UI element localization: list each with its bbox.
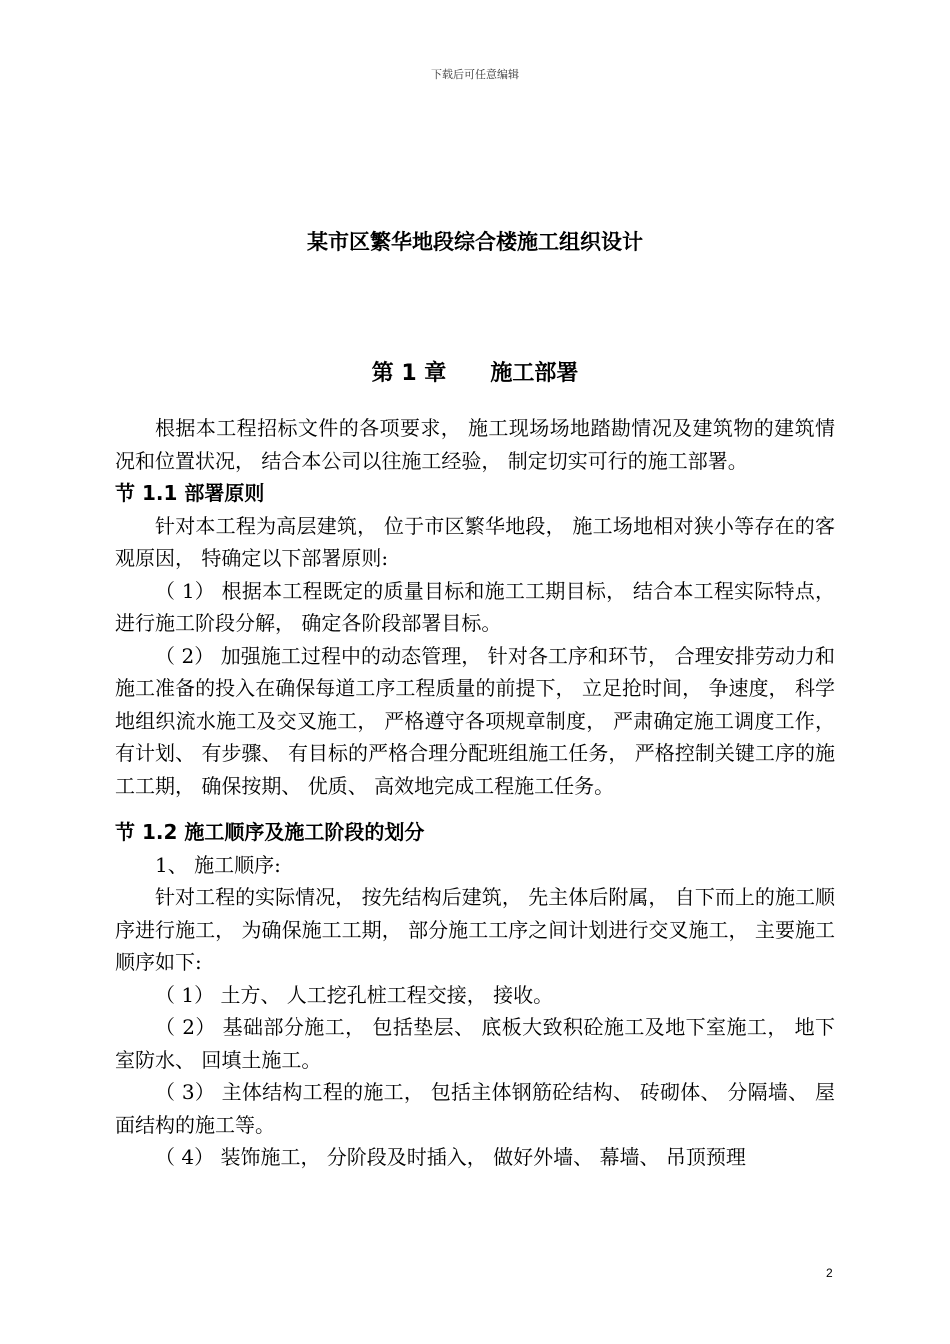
intro-paragraph: 根据本工程招标文件的各项要求， 施工现场场地踏勘情况及建筑物的建筑情况和位置状况， 结合本公司以往施工经验， 制定切实可行的施工部署。 xyxy=(115,416,835,473)
subheading: 1、 施工顺序: xyxy=(155,852,281,877)
paragraph: 针对本工程为高层建筑， 位于市区繁华地段， 施工场地相对狭小等存在的客观原因， 特确定以下部署原则: xyxy=(115,513,835,570)
list-item: （ 2） 加强施工过程中的动态管理， 针对各工序和环节， 合理安排劳动力和施工准备的投入在确保每道工序工程质量的前提下， 立足抢时间， 争速度， 科学地组织流水施工及交叉施工， 严格遵守各项规章制度， 严肃确定施工调度工作， 有计划、 有步骤、 有目标的严格合理分配班组施工任务， 严格控制关键工序的施工工期， 确保按期、 优质、 高效地完成工程施工任务。 xyxy=(115,643,835,798)
paragraph: 针对工程的实际情况， 按先结构后建筑， 先主体后附属， 自下而上的施工顺序进行施工， 为确保施工工期， 部分施工工序之间计划进行交叉施工， 主要施工顺序如下: xyxy=(115,885,835,974)
section-title-1-2: 节 1.2 施工顺序及施工阶段的划分 xyxy=(115,820,425,844)
chapter-heading xyxy=(0,356,950,387)
list-item: （ 1） 根据本工程既定的质量目标和施工工期目标， 结合本工程实际特点， 进行施工阶段分解， 确定各阶段部署目标。 xyxy=(115,578,835,635)
section-title-1-1: 节 1.1 部署原则 xyxy=(115,481,265,505)
chapter-number: 第 1 章 xyxy=(371,361,447,386)
page-number: 2 xyxy=(826,1266,833,1280)
document-title: 某市区繁华地段综合楼施工组织设计 xyxy=(307,230,643,254)
list-item: （ 4） 装饰施工， 分阶段及时插入， 做好外墙、 幕墙、 吊顶预理 xyxy=(155,1145,746,1169)
list-item: （ 1） 土方、 人工挖孔桩工程交接， 接收。 xyxy=(155,982,554,1007)
list-item: （ 3） 主体结构工程的施工， 包括主体钢筋砼结构、 砖砌体、 分隔墙、 屋面结构的施工等。 xyxy=(115,1080,835,1137)
list-item: （ 2） 基础部分施工， 包括垫层、 底板大致积砼施工及地下室施工， 地下室防水、 回填土施工。 xyxy=(115,1015,835,1072)
chapter-name: 施工部署 xyxy=(490,361,579,386)
header-note: 下载后可任意编辑 xyxy=(431,68,519,81)
document-body xyxy=(115,412,835,1174)
